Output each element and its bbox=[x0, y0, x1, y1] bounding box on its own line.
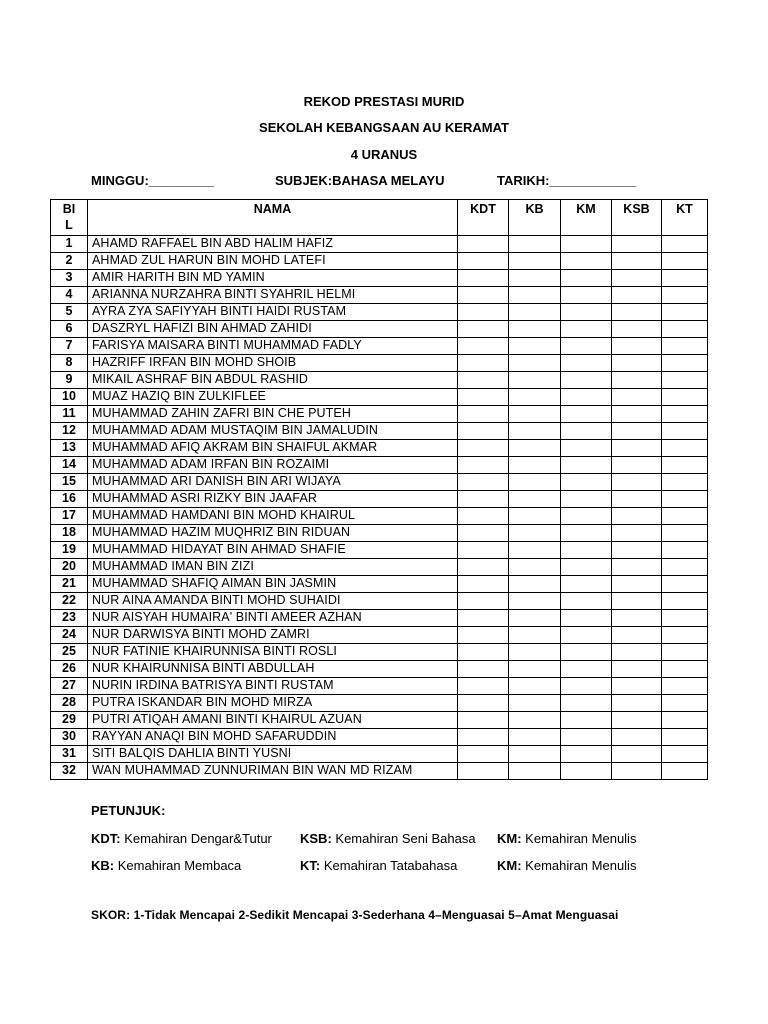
row-number: 6 bbox=[51, 321, 88, 338]
row-number: 3 bbox=[51, 270, 88, 287]
score-cell-kdt[interactable] bbox=[458, 304, 509, 321]
row-number: 32 bbox=[51, 763, 88, 780]
score-cell-kdt[interactable] bbox=[458, 746, 509, 763]
score-cell-kdt[interactable] bbox=[458, 287, 509, 304]
class-name: 4 URANUS bbox=[350, 147, 418, 162]
score-cell-km[interactable] bbox=[561, 355, 612, 372]
column-header-ksb: KSB bbox=[612, 200, 662, 236]
score-cell-kb[interactable] bbox=[509, 627, 561, 644]
score-cell-kt[interactable] bbox=[662, 491, 708, 508]
score-cell-km[interactable] bbox=[561, 287, 612, 304]
score-cell-kdt[interactable] bbox=[458, 593, 509, 610]
score-cell-kt[interactable] bbox=[662, 525, 708, 542]
score-cell-km[interactable] bbox=[561, 372, 612, 389]
table-row bbox=[51, 423, 708, 440]
student-name: FARISYA MAISARA BINTI MUHAMMAD FADLY bbox=[88, 338, 458, 355]
student-name: NUR FATINIE KHAIRUNNISA BINTI ROSLI bbox=[88, 644, 458, 661]
legend-code: KM: bbox=[497, 858, 522, 873]
score-cell-kt[interactable] bbox=[662, 542, 708, 559]
student-name: MUHAMMAD ARI DANISH BIN ARI WIJAYA bbox=[88, 474, 458, 491]
table-row bbox=[51, 695, 708, 712]
score-cell-ksb[interactable] bbox=[612, 321, 662, 338]
table-row bbox=[51, 287, 708, 304]
score-cell-kb[interactable] bbox=[509, 321, 561, 338]
score-cell-kt[interactable] bbox=[662, 712, 708, 729]
row-number: 11 bbox=[51, 406, 88, 423]
row-number: 10 bbox=[51, 389, 88, 406]
score-cell-ksb[interactable] bbox=[612, 627, 662, 644]
table-header-row bbox=[51, 200, 708, 236]
score-cell-ksb[interactable] bbox=[612, 423, 662, 440]
table-row bbox=[51, 559, 708, 576]
score-cell-km[interactable] bbox=[561, 593, 612, 610]
row-number: 20 bbox=[51, 559, 88, 576]
table-row bbox=[51, 508, 708, 525]
score-cell-ksb[interactable] bbox=[612, 559, 662, 576]
legend-desc: Kemahiran Dengar&Tutur bbox=[124, 831, 272, 846]
score-cell-kb[interactable] bbox=[509, 304, 561, 321]
legend-item-km bbox=[497, 831, 636, 846]
score-cell-kb[interactable] bbox=[509, 712, 561, 729]
score-cell-km[interactable] bbox=[561, 610, 612, 627]
score-cell-ksb[interactable] bbox=[612, 661, 662, 678]
student-name: ARIANNA NURZAHRA BINTI SYAHRIL HELMI bbox=[88, 287, 458, 304]
score-cell-kb[interactable] bbox=[509, 559, 561, 576]
score-cell-ksb[interactable] bbox=[612, 355, 662, 372]
legend-item-ksb bbox=[300, 831, 476, 846]
score-cell-ksb[interactable] bbox=[612, 389, 662, 406]
score-cell-kt[interactable] bbox=[662, 253, 708, 270]
score-cell-kb[interactable] bbox=[509, 440, 561, 457]
score-cell-kb[interactable] bbox=[509, 593, 561, 610]
legend-code: KDT: bbox=[91, 831, 121, 846]
row-number: 14 bbox=[51, 457, 88, 474]
student-name: DASZRYL HAFIZI BIN AHMAD ZAHIDI bbox=[88, 321, 458, 338]
row-number: 7 bbox=[51, 338, 88, 355]
score-cell-ksb[interactable] bbox=[612, 508, 662, 525]
score-cell-ksb[interactable] bbox=[612, 457, 662, 474]
page-title: REKOD PRESTASI MURID bbox=[303, 94, 465, 109]
score-cell-km[interactable] bbox=[561, 253, 612, 270]
legend-code: KB: bbox=[91, 858, 115, 873]
score-cell-kt[interactable] bbox=[662, 287, 708, 304]
score-cell-kdt[interactable] bbox=[458, 729, 509, 746]
student-name: AHMAD ZUL HARUN BIN MOHD LATEFI bbox=[88, 253, 458, 270]
row-number: 8 bbox=[51, 355, 88, 372]
student-name: MUHAMMAD ASRI RIZKY BIN JAAFAR bbox=[88, 491, 458, 508]
score-cell-kt[interactable] bbox=[662, 440, 708, 457]
score-cell-kdt[interactable] bbox=[458, 695, 509, 712]
score-cell-kt[interactable] bbox=[662, 270, 708, 287]
score-cell-kb[interactable] bbox=[509, 678, 561, 695]
table-row bbox=[51, 610, 708, 627]
score-cell-kb[interactable] bbox=[509, 576, 561, 593]
row-number: 27 bbox=[51, 678, 88, 695]
score-cell-kdt[interactable] bbox=[458, 763, 509, 780]
score-cell-kdt[interactable] bbox=[458, 508, 509, 525]
score-cell-ksb[interactable] bbox=[612, 372, 662, 389]
legend-item-kt bbox=[300, 858, 457, 873]
table-row bbox=[51, 236, 708, 253]
row-number: 15 bbox=[51, 474, 88, 491]
score-cell-km[interactable] bbox=[561, 389, 612, 406]
score-cell-kb[interactable] bbox=[509, 542, 561, 559]
row-number: 9 bbox=[51, 372, 88, 389]
score-cell-km[interactable] bbox=[561, 729, 612, 746]
table-row bbox=[51, 270, 708, 287]
score-cell-kt[interactable] bbox=[662, 695, 708, 712]
score-cell-ksb[interactable] bbox=[612, 542, 662, 559]
student-name: NUR DARWISYA BINTI MOHD ZAMRI bbox=[88, 627, 458, 644]
score-cell-ksb[interactable] bbox=[612, 338, 662, 355]
score-cell-kdt[interactable] bbox=[458, 253, 509, 270]
score-cell-kdt[interactable] bbox=[458, 338, 509, 355]
legend-desc: Kemahiran Menulis bbox=[525, 858, 637, 873]
score-cell-kdt[interactable] bbox=[458, 457, 509, 474]
score-cell-km[interactable] bbox=[561, 576, 612, 593]
table-row bbox=[51, 525, 708, 542]
legend-title: PETUNJUK: bbox=[91, 803, 166, 818]
row-number: 25 bbox=[51, 644, 88, 661]
legend-code: KSB: bbox=[300, 831, 332, 846]
score-cell-kt[interactable] bbox=[662, 474, 708, 491]
score-cell-km[interactable] bbox=[561, 440, 612, 457]
score-cell-km[interactable] bbox=[561, 338, 612, 355]
table-row bbox=[51, 304, 708, 321]
score-cell-kdt[interactable] bbox=[458, 321, 509, 338]
score-cell-km[interactable] bbox=[561, 321, 612, 338]
score-cell-kt[interactable] bbox=[662, 338, 708, 355]
student-name: NUR KHAIRUNNISA BINTI ABDULLAH bbox=[88, 661, 458, 678]
score-cell-km[interactable] bbox=[561, 525, 612, 542]
subjek-field: SUBJEK:BAHASA MELAYU bbox=[275, 173, 445, 188]
score-cell-km[interactable] bbox=[561, 542, 612, 559]
score-cell-kdt[interactable] bbox=[458, 712, 509, 729]
row-number: 26 bbox=[51, 661, 88, 678]
score-cell-ksb[interactable] bbox=[612, 304, 662, 321]
row-number: 24 bbox=[51, 627, 88, 644]
table-row bbox=[51, 593, 708, 610]
table-row bbox=[51, 372, 708, 389]
score-cell-ksb[interactable] bbox=[612, 474, 662, 491]
score-cell-kdt[interactable] bbox=[458, 236, 509, 253]
score-cell-km[interactable] bbox=[561, 746, 612, 763]
student-name: NUR AISYAH HUMAIRA' BINTI AMEER AZHAN bbox=[88, 610, 458, 627]
score-cell-km[interactable] bbox=[561, 236, 612, 253]
student-name: PUTRA ISKANDAR BIN MOHD MIRZA bbox=[88, 695, 458, 712]
row-number: 31 bbox=[51, 746, 88, 763]
score-cell-ksb[interactable] bbox=[612, 746, 662, 763]
score-cell-kb[interactable] bbox=[509, 763, 561, 780]
student-name: AYRA ZYA SAFIYYAH BINTI HAIDI RUSTAM bbox=[88, 304, 458, 321]
table-row bbox=[51, 542, 708, 559]
score-cell-kt[interactable] bbox=[662, 678, 708, 695]
student-name: NURIN IRDINA BATRISYA BINTI RUSTAM bbox=[88, 678, 458, 695]
score-cell-kdt[interactable] bbox=[458, 355, 509, 372]
score-cell-kb[interactable] bbox=[509, 270, 561, 287]
score-cell-ksb[interactable] bbox=[612, 253, 662, 270]
score-cell-km[interactable] bbox=[561, 304, 612, 321]
score-cell-kdt[interactable] bbox=[458, 270, 509, 287]
table-row bbox=[51, 729, 708, 746]
table-row bbox=[51, 576, 708, 593]
row-number: 30 bbox=[51, 729, 88, 746]
score-cell-kdt[interactable] bbox=[458, 610, 509, 627]
student-name: SITI BALQIS DAHLIA BINTI YUSNI bbox=[88, 746, 458, 763]
score-cell-kdt[interactable] bbox=[458, 491, 509, 508]
score-cell-ksb[interactable] bbox=[612, 491, 662, 508]
score-cell-ksb[interactable] bbox=[612, 236, 662, 253]
column-header-nama: NAMA bbox=[88, 200, 458, 236]
table-row bbox=[51, 644, 708, 661]
score-cell-kb[interactable] bbox=[509, 406, 561, 423]
student-name: MUHAMMAD ZAHIN ZAFRI BIN CHE PUTEH bbox=[88, 406, 458, 423]
student-performance-table bbox=[50, 199, 708, 780]
score-cell-km[interactable] bbox=[561, 695, 612, 712]
score-cell-kt[interactable] bbox=[662, 304, 708, 321]
score-cell-ksb[interactable] bbox=[612, 270, 662, 287]
column-header-bil: BIL bbox=[51, 200, 88, 236]
score-cell-km[interactable] bbox=[561, 270, 612, 287]
score-cell-ksb[interactable] bbox=[612, 525, 662, 542]
table-row bbox=[51, 321, 708, 338]
student-name: PUTRI ATIQAH AMANI BINTI KHAIRUL AZUAN bbox=[88, 712, 458, 729]
score-cell-kb[interactable] bbox=[509, 253, 561, 270]
student-name: NUR AINA AMANDA BINTI MOHD SUHAIDI bbox=[88, 593, 458, 610]
row-number: 1 bbox=[51, 236, 88, 253]
student-name: MUHAMMAD AFIQ AKRAM BIN SHAIFUL AKMAR bbox=[88, 440, 458, 457]
score-cell-ksb[interactable] bbox=[612, 440, 662, 457]
score-cell-ksb[interactable] bbox=[612, 644, 662, 661]
student-name: HAZRIFF IRFAN BIN MOHD SHOIB bbox=[88, 355, 458, 372]
column-header-kb: KB bbox=[509, 200, 561, 236]
score-cell-ksb[interactable] bbox=[612, 763, 662, 780]
score-cell-kb[interactable] bbox=[509, 491, 561, 508]
table-row bbox=[51, 661, 708, 678]
score-scale: SKOR: 1-Tidak Mencapai 2-Sedikit Mencapai 3-Sederhana 4–Menguasai 5–Amat Menguasai bbox=[91, 908, 619, 922]
score-cell-kb[interactable] bbox=[509, 508, 561, 525]
tarikh-field: TARIKH:____________ bbox=[497, 173, 637, 188]
score-cell-km[interactable] bbox=[561, 644, 612, 661]
column-header-km: KM bbox=[561, 200, 612, 236]
legend-item-km-2 bbox=[497, 858, 636, 873]
table-row bbox=[51, 712, 708, 729]
table-row bbox=[51, 338, 708, 355]
score-cell-kdt[interactable] bbox=[458, 372, 509, 389]
score-cell-km[interactable] bbox=[561, 763, 612, 780]
score-cell-km[interactable] bbox=[561, 457, 612, 474]
score-cell-kb[interactable] bbox=[509, 389, 561, 406]
row-number: 19 bbox=[51, 542, 88, 559]
score-cell-kb[interactable] bbox=[509, 610, 561, 627]
row-number: 18 bbox=[51, 525, 88, 542]
score-cell-ksb[interactable] bbox=[612, 678, 662, 695]
score-cell-kb[interactable] bbox=[509, 661, 561, 678]
student-name: MIKAIL ASHRAF BIN ABDUL RASHID bbox=[88, 372, 458, 389]
row-number: 12 bbox=[51, 423, 88, 440]
legend-desc: Kemahiran Membaca bbox=[117, 858, 242, 873]
score-cell-kt[interactable] bbox=[662, 321, 708, 338]
score-cell-kb[interactable] bbox=[509, 372, 561, 389]
minggu-field: MINGGU:_________ bbox=[91, 173, 214, 188]
legend-item-kb bbox=[91, 858, 241, 873]
score-cell-km[interactable] bbox=[561, 559, 612, 576]
student-name: AHAMD RAFFAEL BIN ABD HALIM HAFIZ bbox=[88, 236, 458, 253]
score-cell-ksb[interactable] bbox=[612, 593, 662, 610]
score-cell-km[interactable] bbox=[561, 661, 612, 678]
score-cell-kb[interactable] bbox=[509, 236, 561, 253]
table-row bbox=[51, 355, 708, 372]
score-cell-kt[interactable] bbox=[662, 593, 708, 610]
score-cell-kb[interactable] bbox=[509, 525, 561, 542]
score-cell-km[interactable] bbox=[561, 491, 612, 508]
table-row bbox=[51, 763, 708, 780]
score-cell-kt[interactable] bbox=[662, 746, 708, 763]
legend-item-kdt bbox=[91, 831, 272, 846]
row-number: 5 bbox=[51, 304, 88, 321]
score-cell-kt[interactable] bbox=[662, 457, 708, 474]
score-cell-kt[interactable] bbox=[662, 576, 708, 593]
score-cell-ksb[interactable] bbox=[612, 576, 662, 593]
score-cell-kt[interactable] bbox=[662, 559, 708, 576]
score-cell-ksb[interactable] bbox=[612, 712, 662, 729]
table-row bbox=[51, 389, 708, 406]
score-cell-kdt[interactable] bbox=[458, 440, 509, 457]
table-row bbox=[51, 746, 708, 763]
score-cell-kdt[interactable] bbox=[458, 389, 509, 406]
score-cell-kb[interactable] bbox=[509, 287, 561, 304]
score-cell-km[interactable] bbox=[561, 508, 612, 525]
score-cell-kt[interactable] bbox=[662, 355, 708, 372]
table-row bbox=[51, 491, 708, 508]
score-cell-kb[interactable] bbox=[509, 338, 561, 355]
score-cell-kdt[interactable] bbox=[458, 678, 509, 695]
score-cell-ksb[interactable] bbox=[612, 610, 662, 627]
score-cell-kt[interactable] bbox=[662, 423, 708, 440]
score-cell-kdt[interactable] bbox=[458, 559, 509, 576]
legend-desc: Kemahiran Menulis bbox=[525, 831, 637, 846]
column-header-kdt: KDT bbox=[458, 200, 509, 236]
score-cell-kt[interactable] bbox=[662, 372, 708, 389]
score-cell-km[interactable] bbox=[561, 678, 612, 695]
row-number: 13 bbox=[51, 440, 88, 457]
score-cell-kb[interactable] bbox=[509, 457, 561, 474]
table-row bbox=[51, 627, 708, 644]
score-cell-kt[interactable] bbox=[662, 236, 708, 253]
student-name: MUHAMMAD ADAM MUSTAQIM BIN JAMALUDIN bbox=[88, 423, 458, 440]
score-cell-kt[interactable] bbox=[662, 763, 708, 780]
score-cell-kt[interactable] bbox=[662, 610, 708, 627]
student-name: RAYYAN ANAQI BIN MOHD SAFARUDDIN bbox=[88, 729, 458, 746]
score-cell-kt[interactable] bbox=[662, 406, 708, 423]
score-cell-kt[interactable] bbox=[662, 627, 708, 644]
table-row bbox=[51, 440, 708, 457]
legend-code: KM: bbox=[497, 831, 522, 846]
score-cell-km[interactable] bbox=[561, 712, 612, 729]
row-number: 17 bbox=[51, 508, 88, 525]
score-cell-kt[interactable] bbox=[662, 661, 708, 678]
row-number: 21 bbox=[51, 576, 88, 593]
score-cell-kdt[interactable] bbox=[458, 576, 509, 593]
table-row bbox=[51, 406, 708, 423]
student-name: MUHAMMAD HIDAYAT BIN AHMAD SHAFIE bbox=[88, 542, 458, 559]
legend-desc: Kemahiran Tatabahasa bbox=[323, 858, 458, 873]
row-number: 2 bbox=[51, 253, 88, 270]
student-name: MUHAMMAD IMAN BIN ZIZI bbox=[88, 559, 458, 576]
school-name: SEKOLAH KEBANGSAAN AU KERAMAT bbox=[259, 120, 509, 135]
score-cell-ksb[interactable] bbox=[612, 729, 662, 746]
score-cell-km[interactable] bbox=[561, 406, 612, 423]
score-cell-ksb[interactable] bbox=[612, 287, 662, 304]
score-cell-kb[interactable] bbox=[509, 746, 561, 763]
row-number: 4 bbox=[51, 287, 88, 304]
legend-desc: Kemahiran Seni Bahasa bbox=[335, 831, 476, 846]
student-name: MUHAMMAD SHAFIQ AIMAN BIN JASMIN bbox=[88, 576, 458, 593]
score-cell-kdt[interactable] bbox=[458, 627, 509, 644]
score-cell-kb[interactable] bbox=[509, 644, 561, 661]
score-cell-kb[interactable] bbox=[509, 355, 561, 372]
score-cell-kt[interactable] bbox=[662, 729, 708, 746]
student-name: WAN MUHAMMAD ZUNNURIMAN BIN WAN MD RIZAM bbox=[88, 763, 458, 780]
score-cell-kdt[interactable] bbox=[458, 474, 509, 491]
score-cell-kt[interactable] bbox=[662, 389, 708, 406]
student-name: MUHAMMAD ADAM IRFAN BIN ROZAIMI bbox=[88, 457, 458, 474]
score-cell-ksb[interactable] bbox=[612, 695, 662, 712]
score-cell-ksb[interactable] bbox=[612, 406, 662, 423]
score-cell-kdt[interactable] bbox=[458, 525, 509, 542]
row-number: 16 bbox=[51, 491, 88, 508]
row-number: 29 bbox=[51, 712, 88, 729]
student-name: MUHAMMAD HAZIM MUQHRIZ BIN RIDUAN bbox=[88, 525, 458, 542]
score-cell-kdt[interactable] bbox=[458, 644, 509, 661]
score-cell-kdt[interactable] bbox=[458, 406, 509, 423]
table-row bbox=[51, 457, 708, 474]
legend-code: KT: bbox=[300, 858, 321, 873]
score-cell-kb[interactable] bbox=[509, 729, 561, 746]
score-cell-kdt[interactable] bbox=[458, 542, 509, 559]
row-number: 22 bbox=[51, 593, 88, 610]
student-name: MUAZ HAZIQ BIN ZULKIFLEE bbox=[88, 389, 458, 406]
score-cell-km[interactable] bbox=[561, 474, 612, 491]
score-cell-kt[interactable] bbox=[662, 508, 708, 525]
score-cell-kdt[interactable] bbox=[458, 423, 509, 440]
row-number: 23 bbox=[51, 610, 88, 627]
score-cell-km[interactable] bbox=[561, 423, 612, 440]
score-cell-kt[interactable] bbox=[662, 644, 708, 661]
score-cell-kb[interactable] bbox=[509, 423, 561, 440]
score-cell-kb[interactable] bbox=[509, 695, 561, 712]
table-row bbox=[51, 253, 708, 270]
score-cell-km[interactable] bbox=[561, 627, 612, 644]
score-cell-kdt[interactable] bbox=[458, 661, 509, 678]
table-row bbox=[51, 474, 708, 491]
score-cell-kb[interactable] bbox=[509, 474, 561, 491]
column-header-kt: KT bbox=[662, 200, 708, 236]
student-name: AMIR HARITH BIN MD YAMIN bbox=[88, 270, 458, 287]
row-number: 28 bbox=[51, 695, 88, 712]
student-name: MUHAMMAD HAMDANI BIN MOHD KHAIRUL bbox=[88, 508, 458, 525]
table-row bbox=[51, 678, 708, 695]
